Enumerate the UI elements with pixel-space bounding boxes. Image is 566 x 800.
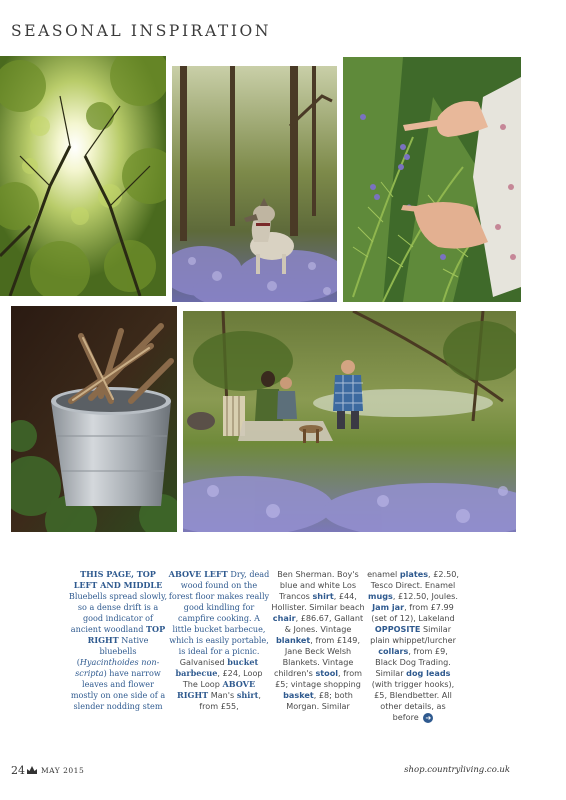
hands-fern-photo [343, 57, 521, 302]
crown-icon [26, 765, 38, 775]
caption-heading: ABOVE LEFT [168, 569, 228, 579]
caption-text: Bluebells spread slowly, so a dense drift is a good indicator of ancient woodland [68, 591, 168, 634]
caption-text: (with trigger hooks), £5, Blendbetter. All other details, as before [371, 679, 455, 722]
caption-text: Similar plain whippet/lurcher [370, 624, 456, 645]
arrow-right-icon: ➜ [423, 713, 433, 723]
caption-text: Ben Sherman. Boy's blue and white Los Trancos [277, 569, 359, 601]
caption-product: shirt [236, 690, 259, 700]
caption-column-4 [366, 569, 460, 723]
caption-product: Jam jar [372, 602, 405, 612]
photo-captions [0, 569, 566, 761]
caption-product: dog leads [406, 668, 451, 678]
wood-bucket-photo [11, 306, 177, 532]
caption-text: enamel [367, 569, 400, 579]
caption-product: basket [283, 690, 314, 700]
caption-heading: THIS PAGE, TOP LEFT AND MIDDLE [73, 569, 163, 590]
caption-text: , from £7.99 (set of 12), Lakeland [371, 602, 455, 623]
issue-date: MAY 2015 [41, 766, 85, 775]
caption-heading: TOP RIGHT [87, 624, 166, 645]
caption-product: plates [399, 569, 429, 579]
caption-text: , from £55, [199, 690, 261, 711]
caption-text: , from £5; vintage shopping [275, 668, 363, 689]
caption-product: blanket [275, 635, 311, 645]
caption-product: collars [378, 646, 409, 656]
caption-product: mugs [368, 591, 393, 601]
caption-text: ) have narrow leaves and flower mostly on one side of a slender nodding stem [70, 668, 166, 711]
caption-text: , £2.50, Tesco Direct. Enamel [370, 569, 459, 590]
caption-text: , £24, Loop The Loop [182, 668, 263, 689]
caption-text: , £12.50, Joules. [392, 591, 458, 601]
caption-text: Galvanised [179, 657, 228, 667]
caption-text: , £44, Hollister. Similar beach [271, 591, 365, 612]
caption-product: shirt [312, 591, 334, 601]
caption-heading: ABOVE RIGHT [177, 679, 256, 700]
page-title: SEASONAL INSPIRATION [11, 22, 272, 40]
caption-product: stool [315, 668, 339, 678]
caption-product: bucket barbecue [175, 657, 259, 678]
caption-column-3 [270, 569, 366, 712]
caption-text: Native bluebells ( [76, 635, 149, 667]
caption-product: chair [272, 613, 296, 623]
caption-latin-name: Hyacinthoides non-scripta [75, 657, 160, 678]
caption-text: Dry, dead wood found on the forest floor makes really good kindling for campfire cooking. A little bucket barbecue, which is easily portable, is ideal for a picnic. [168, 569, 270, 656]
caption-text: , from £9, Black Dog Trading. Similar [375, 646, 451, 678]
caption-text: , from £149, Jane Beck Welsh Blankets. Vintage children's [273, 635, 361, 678]
caption-text: Man's [210, 690, 237, 700]
caption-text: , £8; both Morgan. Similar [286, 690, 353, 711]
page-number: 24 [11, 764, 25, 777]
dog-bluebells-photo [172, 66, 337, 302]
family-picnic-photo [183, 311, 516, 532]
caption-heading: OPPOSITE [374, 624, 421, 634]
footer-url[interactable]: shop.countryliving.co.uk [404, 765, 510, 775]
caption-text: , £86.67, Gallant & Jones. Vintage [284, 613, 364, 634]
page-footer [11, 764, 510, 778]
sunlit-canopy-photo [0, 56, 166, 296]
caption-column-2 [168, 569, 270, 712]
caption-column-1 [68, 569, 168, 712]
